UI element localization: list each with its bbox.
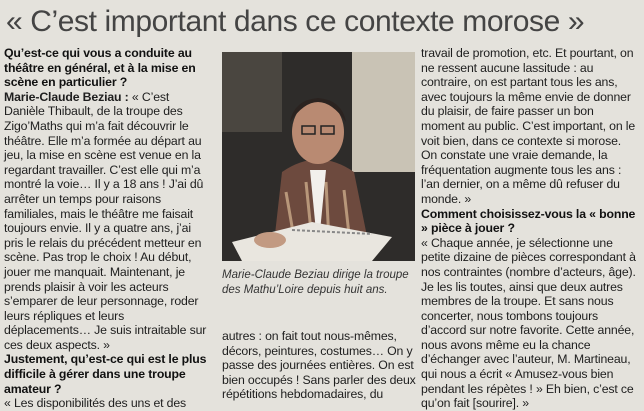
question-1: Qu’est-ce qui vous a conduite au théâtre en général, et à la mise en scène en particulier ? [4, 46, 196, 90]
question-3: Comment choisissez-vous la « bonne » pièce à jouer ? [421, 206, 636, 236]
column-right [421, 46, 639, 411]
speaker-name: Marie-Claude Beziau : [4, 89, 129, 104]
portrait-photo [222, 52, 415, 261]
answer-1 [4, 90, 211, 353]
article-headline: « C’est important dans ce contexte morose » [6, 5, 585, 38]
column-middle-bottom [222, 329, 416, 402]
question-2: Justement, qu’est-ce qui est le plus difficile à gérer dans une troupe amateur ? [4, 352, 207, 396]
photo-illustration [222, 52, 415, 261]
answer-2-continued: autres : on fait tout nous-mêmes, décors, peintures, costumes… On y passe des journées entières. On est bien occupés ! Sans parler des deux répétitions hebdomadaires, du [222, 329, 416, 402]
column-left [4, 46, 211, 411]
answer-2-end: travail de promotion, etc. Et pourtant, on ne ressent aucune lassitude : au contraire, on est partant tous les ans, avec toujours la même envie de donner du plaisir, de faire passer un bon moment au public. C’est important, on le voit bien, dans ce contexte si morose. On constate une vraie demande, la fréquentation augmente tous les ans : l’an dernier, on a même dû refuser du monde. » [421, 46, 636, 206]
answer-3: « Chaque année, je sélectionne une petite dizaine de pièces correspondant à nos contraintes (nombre d’acteurs, âge). Je les lis toutes, ainsi que deux autres membres de la troupe. Et sans nous concerter, nous tombons toujours d’accord sur notre favorite. Cette année, nous avons même eu la chance d’échanger avec l’auteur, M. Martineau, qui nous a écrit « Amusez-vous bien pendant les répètes ! » Eh bien, c’est ce qu’on fait [sourire]. » [421, 235, 636, 411]
photo-caption: Marie-Claude Beziau dirige la troupe des Mathu’Loire depuis huit ans. [222, 269, 409, 296]
answer-2-start: « Les disponibilités des uns et des [4, 396, 187, 411]
answer-1-text: « C’est Danièle Thibault, de la troupe des Zigo’Maths qui m’a fait découvrir le théâtre. Elle m’a formée au départ au jeu, la mise en scène est venue en la regardant travailler. C’est elle qui m’a montré la voie… Il y a 18 ans ! J’ai dû arrêter un temps pour raisons familiales, mais le théâtre me faisait toujours envie. Il y a quatre ans, j’ai pris le relais du précédent metteur en scène. Pas trop le choix ! Au début, jouer me manquait. Maintenant, je prends plaisir à voir les acteurs s’emparer de leur personnage, roder leurs répliques et leurs déplacements… Je suis intraitable sur ces deux aspects. » [4, 89, 207, 352]
